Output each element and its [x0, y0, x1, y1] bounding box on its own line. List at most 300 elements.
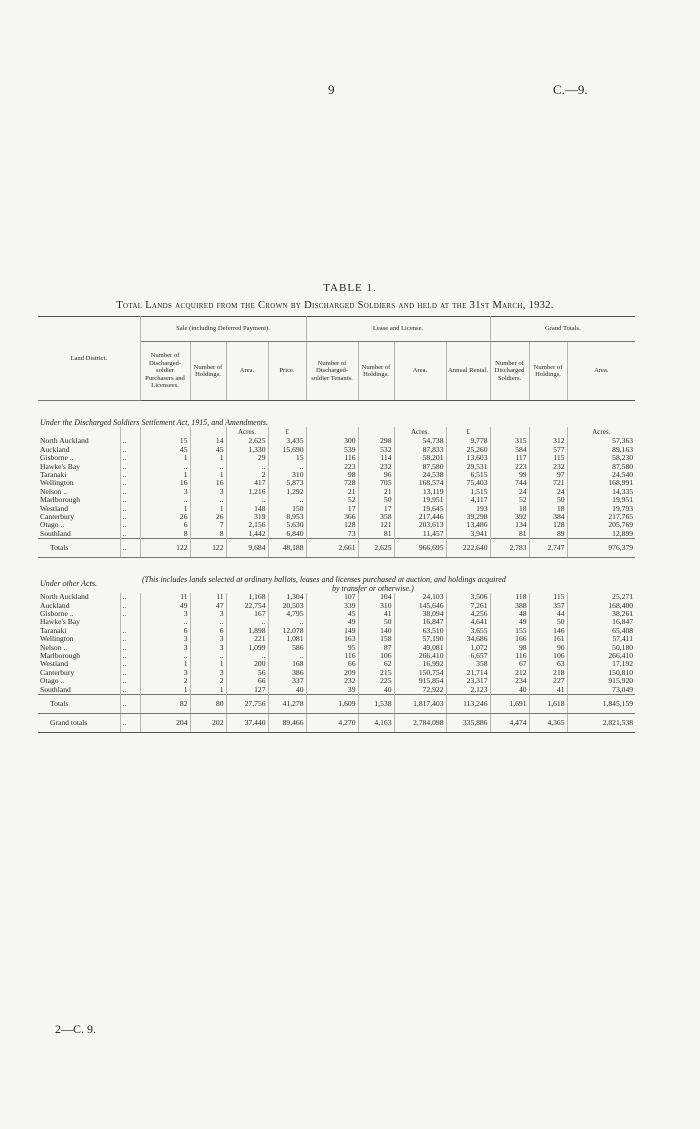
cell-c2: 26: [190, 513, 226, 521]
cell-c11: 915,920: [608, 676, 634, 686]
cell-c10: 44: [529, 610, 567, 618]
district-name: Gisborne ..: [38, 610, 120, 618]
cell-c1: 8: [140, 530, 190, 539]
table-row: [38, 530, 635, 539]
cell-c9: 584: [490, 446, 529, 454]
cell-c11: 17,192: [612, 659, 634, 669]
cell-c8: 4,256: [446, 610, 490, 618]
cell-c4: 15: [268, 454, 306, 462]
cell-c2: 202: [190, 713, 226, 732]
cell-c5: 209: [306, 669, 358, 677]
leader-dots: ..: [120, 471, 140, 479]
cell-c6: 41: [358, 610, 394, 618]
cell-c11: 168,991: [608, 478, 634, 488]
cell-c8: 3,506: [446, 593, 490, 601]
cell-c10: 1,618: [529, 694, 567, 713]
table-row: [38, 593, 635, 601]
cell-c1: 3: [140, 488, 190, 496]
leader-dots: ..: [120, 463, 140, 471]
cell-c1: 1: [140, 454, 190, 462]
cell-c9: 24: [490, 488, 529, 496]
cell-c7: 966,695: [394, 539, 446, 558]
cell-c4: 5,630: [268, 521, 306, 529]
cell-c5: 17: [306, 505, 358, 513]
cell-c4: ..: [268, 496, 306, 504]
cell-c5: 1,609: [306, 694, 358, 713]
cell-c7: 168,574: [394, 479, 446, 487]
cell-c10: 90: [529, 644, 567, 652]
district-name: Hawke's Bay: [38, 618, 120, 626]
cell-c10: 218: [529, 669, 567, 677]
table-row: [38, 488, 635, 496]
cell-c1: 3: [140, 644, 190, 652]
table-row: [38, 610, 635, 618]
document-reference: C.—9.: [553, 82, 588, 97]
cell-c4: ..: [268, 652, 306, 660]
cell-c9: 392: [490, 513, 529, 521]
district-name: Nelson ..: [38, 488, 120, 496]
cell-c7: 24,538: [394, 471, 446, 479]
cell-c2: 14: [190, 437, 226, 445]
cell-c7: 217,446: [394, 513, 446, 521]
cell-c4: 3,435: [268, 437, 306, 445]
cell-c6: 121: [358, 521, 394, 529]
cell-c7: 11,457: [394, 530, 446, 539]
cell-c4: 4,795: [268, 610, 306, 618]
district-name: Otago ..: [38, 521, 120, 529]
cell-c8: 3,941: [446, 530, 490, 539]
cell-c10: 41: [529, 686, 567, 695]
cell-c3: 9,684: [226, 539, 268, 558]
cell-c4: 8,953: [268, 513, 306, 521]
cell-c11: 57,411: [612, 634, 634, 644]
cell-c9: 67: [490, 660, 529, 668]
cell-c4: 40: [268, 686, 306, 695]
district-name: Totals: [38, 694, 120, 713]
cell-c8: 6,515: [446, 471, 490, 479]
cell-c3: ..: [226, 652, 268, 660]
cell-c8: 1,072: [446, 644, 490, 652]
cell-c10: 232: [529, 463, 567, 471]
leader-dots: ..: [120, 454, 140, 462]
cell-c7: 72,922: [394, 686, 446, 695]
table-row: [38, 479, 635, 487]
cell-c5: 128: [306, 521, 358, 529]
cell-c6: 106: [358, 652, 394, 660]
cell-c7: 203,613: [394, 521, 446, 529]
leader-dots: ..: [120, 505, 140, 513]
cell-c7: 19,645: [394, 505, 446, 513]
district-name: Canterbury: [38, 513, 120, 521]
district-name: Marlborough: [38, 496, 120, 504]
cell-c7: 49,081: [394, 644, 446, 652]
cell-c5: 52: [306, 496, 358, 504]
sale-group-header: Sale (including Deferred Payment).: [140, 317, 306, 342]
cell-c8: 4,641: [446, 618, 490, 626]
cell-c9: 52: [490, 496, 529, 504]
units-row: [38, 427, 635, 437]
leader-dots: ..: [120, 437, 140, 445]
leader-dots: ..: [120, 694, 140, 713]
cell-c4: 1,304: [268, 593, 306, 601]
cell-c1: 122: [140, 539, 190, 558]
cell-c3: 66: [226, 677, 268, 685]
cell-c4: 89,466: [268, 713, 306, 732]
cell-c11: 19,951: [612, 495, 634, 505]
cell-c4: ..: [268, 618, 306, 626]
cell-c1: 3: [140, 610, 190, 618]
cell-c6: 40: [358, 686, 394, 695]
table-row: [38, 496, 635, 504]
cell-c10: 721: [529, 479, 567, 487]
cell-c2: 3: [190, 644, 226, 652]
cell-c5: 366: [306, 513, 358, 521]
cell-c8: 23,317: [446, 677, 490, 685]
leader-dots: ..: [120, 539, 140, 558]
cell-c9: 155: [490, 627, 529, 635]
table-row: [38, 644, 635, 652]
cell-c9: 117: [490, 454, 529, 462]
cell-c7: 58,201: [394, 454, 446, 462]
cell-c10: 312: [529, 437, 567, 445]
cell-c11: 25,271: [612, 592, 634, 602]
cell-c11: 38,261: [612, 608, 634, 618]
district-name: Grand totals: [38, 713, 120, 732]
cell-c9: 134: [490, 521, 529, 529]
cell-c4: 6,840: [268, 530, 306, 539]
cell-c10: 2,747: [529, 539, 567, 558]
cell-c11: 205,769: [608, 520, 634, 530]
cell-c9: 4,474: [490, 713, 529, 732]
cell-c10: 97: [529, 471, 567, 479]
cell-c4: 310: [268, 471, 306, 479]
cell-c10: 18: [529, 505, 567, 513]
district-name: Auckland: [38, 602, 120, 610]
sale-holdings-header: Number of Holdings.: [190, 342, 226, 401]
cell-c10: 357: [529, 602, 567, 610]
cell-c5: 39: [306, 686, 358, 695]
cell-c10: 115: [529, 454, 567, 462]
cell-c4: 12,078: [268, 627, 306, 635]
cell-c8: 193: [446, 505, 490, 513]
cell-c4: 386: [268, 669, 306, 677]
cell-c6: 158: [358, 635, 394, 643]
cell-c5: 107: [306, 593, 358, 601]
cell-c2: ..: [190, 618, 226, 626]
lease-tenants-header: Number of Discharged-soldier Tenants.: [306, 342, 358, 401]
leader-dots: ..: [120, 686, 140, 695]
cell-c5: 539: [306, 446, 358, 454]
leader-dots: ..: [120, 652, 140, 660]
cell-c5: 21: [306, 488, 358, 496]
cell-c8: 113,246: [446, 694, 490, 713]
cell-c2: 2: [190, 677, 226, 685]
cell-c2: 1: [190, 660, 226, 668]
cell-c6: 215: [358, 669, 394, 677]
lease-area-unit: Acres.: [394, 427, 446, 437]
grand-area-header: Area.: [567, 342, 635, 401]
cell-c7: 16,847: [394, 618, 446, 626]
cell-c7: 54,738: [394, 437, 446, 445]
leader-dots: ..: [120, 602, 140, 610]
cell-c11: 1,845,159: [567, 694, 635, 713]
table-row: [38, 686, 635, 695]
cell-c11: 2,821,538: [567, 713, 635, 732]
cell-c10: 4,365: [529, 713, 567, 732]
cell-c8: 3,655: [446, 627, 490, 635]
cell-c10: 577: [529, 446, 567, 454]
district-name: Nelson ..: [38, 644, 120, 652]
cell-c2: 3: [190, 610, 226, 618]
cell-c6: 81: [358, 530, 394, 539]
cell-c9: 744: [490, 479, 529, 487]
cell-c2: 1: [190, 505, 226, 513]
cell-c2: ..: [190, 463, 226, 471]
section1-note: Under the Discharged Soldiers Settlement Act, 1915, and Amendments.: [40, 418, 269, 427]
leader-dots: ..: [120, 593, 140, 601]
sale-purchasers-header: Number of Discharged-soldier Purchasers and Licensees.: [140, 342, 190, 401]
cell-c9: 116: [490, 652, 529, 660]
cell-c5: 66: [306, 660, 358, 668]
cell-c5: 98: [306, 471, 358, 479]
cell-c6: 2,625: [358, 539, 394, 558]
cell-c11: 217,765: [608, 512, 634, 522]
cell-c3: 1,168: [226, 593, 268, 601]
district-name: Gisborne ..: [38, 454, 120, 462]
cell-c8: 39,298: [446, 513, 490, 521]
leader-dots: ..: [120, 446, 140, 454]
section2-totals-row: [38, 694, 635, 713]
cell-c2: 45: [190, 446, 226, 454]
cell-c2: 16: [190, 479, 226, 487]
cell-c9: 315: [490, 437, 529, 445]
cell-c6: 62: [358, 660, 394, 668]
cell-c10: 384: [529, 513, 567, 521]
district-name: Hawke's Bay: [38, 463, 120, 471]
cell-c1: ..: [140, 463, 190, 471]
cell-c9: 81: [490, 530, 529, 539]
cell-c10: 89: [529, 530, 567, 539]
cell-c8: 1,515: [446, 488, 490, 496]
cell-c5: 73: [306, 530, 358, 539]
cell-c2: 1: [190, 454, 226, 462]
district-name: Marlborough: [38, 652, 120, 660]
cell-c6: 1,538: [358, 694, 394, 713]
cell-c7: 1,817,403: [394, 694, 446, 713]
cell-c3: 1,442: [226, 530, 268, 539]
group-header-row: [38, 317, 635, 342]
cell-c11: 14,335: [612, 486, 634, 496]
cell-c2: 3: [190, 488, 226, 496]
cell-c8: 13,486: [446, 521, 490, 529]
cell-c11: 65,408: [612, 625, 634, 635]
table-row: [38, 677, 635, 685]
district-name: Southland: [38, 530, 120, 539]
cell-c3: 148: [226, 505, 268, 513]
cell-c7: 87,580: [394, 463, 446, 471]
cell-c7: 57,190: [394, 635, 446, 643]
cell-c9: 48: [490, 610, 529, 618]
cell-c11: 87,580: [612, 461, 634, 471]
cell-c8: 34,686: [446, 635, 490, 643]
cell-c3: 2: [226, 471, 268, 479]
cell-c10: 50: [529, 496, 567, 504]
cell-c10: 63: [529, 660, 567, 668]
leader-dots: ..: [120, 635, 140, 643]
cell-c4: 337: [268, 677, 306, 685]
cell-c6: 140: [358, 627, 394, 635]
section2-note: [140, 576, 635, 593]
cell-c10: 50: [529, 618, 567, 626]
section2-label: Under other Acts.: [40, 579, 97, 589]
leader-dots: ..: [120, 669, 140, 677]
leader-dots: ..: [120, 521, 140, 529]
district-name: Taranaki: [38, 471, 120, 479]
grand-soldiers-header: Number of Discharged Soldiers.: [490, 342, 529, 401]
cell-c1: 204: [140, 713, 190, 732]
table-row: [38, 669, 635, 677]
lease-holdings-header: Number of Holdings.: [358, 342, 394, 401]
cell-c6: 232: [358, 463, 394, 471]
cell-c3: 200: [226, 660, 268, 668]
cell-c7: 16,992: [394, 660, 446, 668]
cell-c8: 4,117: [446, 496, 490, 504]
cell-c3: 1,216: [226, 488, 268, 496]
cell-c6: 50: [358, 618, 394, 626]
cell-c7: 63,510: [394, 627, 446, 635]
grand-holdings-header: Number of Holdings.: [529, 342, 567, 401]
district-name: North Auckland: [38, 593, 120, 601]
section2-note-continuation: by transfer or otherwise.): [332, 583, 414, 593]
table-row: [38, 471, 635, 479]
grand-area-unit: Acres.: [592, 428, 611, 437]
table-title: TABLE 1.: [323, 282, 377, 294]
cell-c7: 87,833: [394, 446, 446, 454]
cell-c11: 976,379: [567, 539, 635, 558]
cell-c2: 1: [190, 471, 226, 479]
cell-c6: 358: [358, 513, 394, 521]
cell-c7: 38,094: [394, 610, 446, 618]
cell-c6: 298: [358, 437, 394, 445]
cell-c1: 49: [140, 602, 190, 610]
cell-c4: 5,873: [268, 479, 306, 487]
cell-c2: 122: [190, 539, 226, 558]
cell-c11: 73,049: [612, 684, 634, 694]
cell-c1: 11: [140, 593, 190, 601]
cell-c6: 17: [358, 505, 394, 513]
cell-c7: 150,754: [394, 669, 446, 677]
land-acquisition-table: [38, 316, 635, 733]
section2-note-row: [38, 576, 635, 593]
cell-c3: ..: [226, 496, 268, 504]
cell-c11: 50,180: [612, 642, 634, 652]
cell-c1: 3: [140, 669, 190, 677]
cell-c1: 3: [140, 635, 190, 643]
cell-c5: 300: [306, 437, 358, 445]
cell-c10: 128: [529, 521, 567, 529]
table-row: [38, 505, 635, 513]
cell-c6: 114: [358, 454, 394, 462]
cell-c6: 4,163: [358, 713, 394, 732]
cell-c11: 150,810: [608, 667, 634, 677]
cell-c5: 4,270: [306, 713, 358, 732]
cell-c2: 80: [190, 694, 226, 713]
leader-dots: ..: [120, 610, 140, 618]
lease-group-header: Lease and License.: [306, 317, 490, 342]
cell-c3: 417: [226, 479, 268, 487]
table-row: [38, 660, 635, 668]
cell-c11: 24,540: [612, 470, 634, 480]
cell-c1: 26: [140, 513, 190, 521]
cell-c9: 118: [490, 593, 529, 601]
cell-c10: 161: [529, 635, 567, 643]
cell-c5: 116: [306, 652, 358, 660]
cell-c9: 18: [490, 505, 529, 513]
district-name: Wellington: [38, 635, 120, 643]
cell-c2: 6: [190, 627, 226, 635]
cell-c8: 75,403: [446, 479, 490, 487]
cell-c6: 21: [358, 488, 394, 496]
cell-c3: 167: [226, 610, 268, 618]
cell-c1: 6: [140, 627, 190, 635]
cell-c3: 1,330: [226, 446, 268, 454]
cell-c8: 29,531: [446, 463, 490, 471]
cell-c6: 87: [358, 644, 394, 652]
table-caption: Total Lands acquired from the Crown by Discharged Soldiers and held at the 31st March, 1932.: [116, 300, 554, 311]
sale-area-header: Area.: [226, 342, 268, 401]
cell-c9: 223: [490, 463, 529, 471]
leader-dots: ..: [120, 479, 140, 487]
cell-c11: 89,163: [612, 444, 634, 454]
cell-c7: 24,103: [394, 593, 446, 601]
cell-c1: 1: [140, 660, 190, 668]
section1-note-row: [38, 419, 635, 427]
cell-c2: 1: [190, 686, 226, 695]
cell-c1: 2: [140, 677, 190, 685]
district-name: North Auckland: [38, 437, 120, 445]
cell-c5: 49: [306, 618, 358, 626]
cell-c5: 116: [306, 454, 358, 462]
grand-totals-group-header: Grand Totals.: [490, 317, 635, 342]
cell-c8: 358: [446, 660, 490, 668]
cell-c11: 19,793: [612, 503, 634, 513]
leader-dots: ..: [120, 530, 140, 539]
district-name: Canterbury: [38, 669, 120, 677]
cell-c1: 15: [140, 437, 190, 445]
cell-c8: 6,657: [446, 652, 490, 660]
table-row: [38, 446, 635, 454]
cell-c2: 11: [190, 593, 226, 601]
cell-c2: ..: [190, 652, 226, 660]
cell-c5: 45: [306, 610, 358, 618]
cell-c3: 56: [226, 669, 268, 677]
cell-c2: 3: [190, 669, 226, 677]
cell-c5: 339: [306, 602, 358, 610]
cell-c3: 319: [226, 513, 268, 521]
cell-c1: 45: [140, 446, 190, 454]
cell-c11: 16,847: [612, 617, 634, 627]
cell-c9: 98: [490, 644, 529, 652]
cell-c7: 266,410: [394, 652, 446, 660]
spacer-row: [38, 401, 635, 420]
cell-c9: 234: [490, 677, 529, 685]
cell-c6: 225: [358, 677, 394, 685]
cell-c1: 1: [140, 505, 190, 513]
cell-c9: 40: [490, 686, 529, 695]
cell-c8: 7,261: [446, 602, 490, 610]
cell-c4: 15,690: [268, 446, 306, 454]
printer-signature: 2—C. 9.: [55, 1022, 97, 1036]
